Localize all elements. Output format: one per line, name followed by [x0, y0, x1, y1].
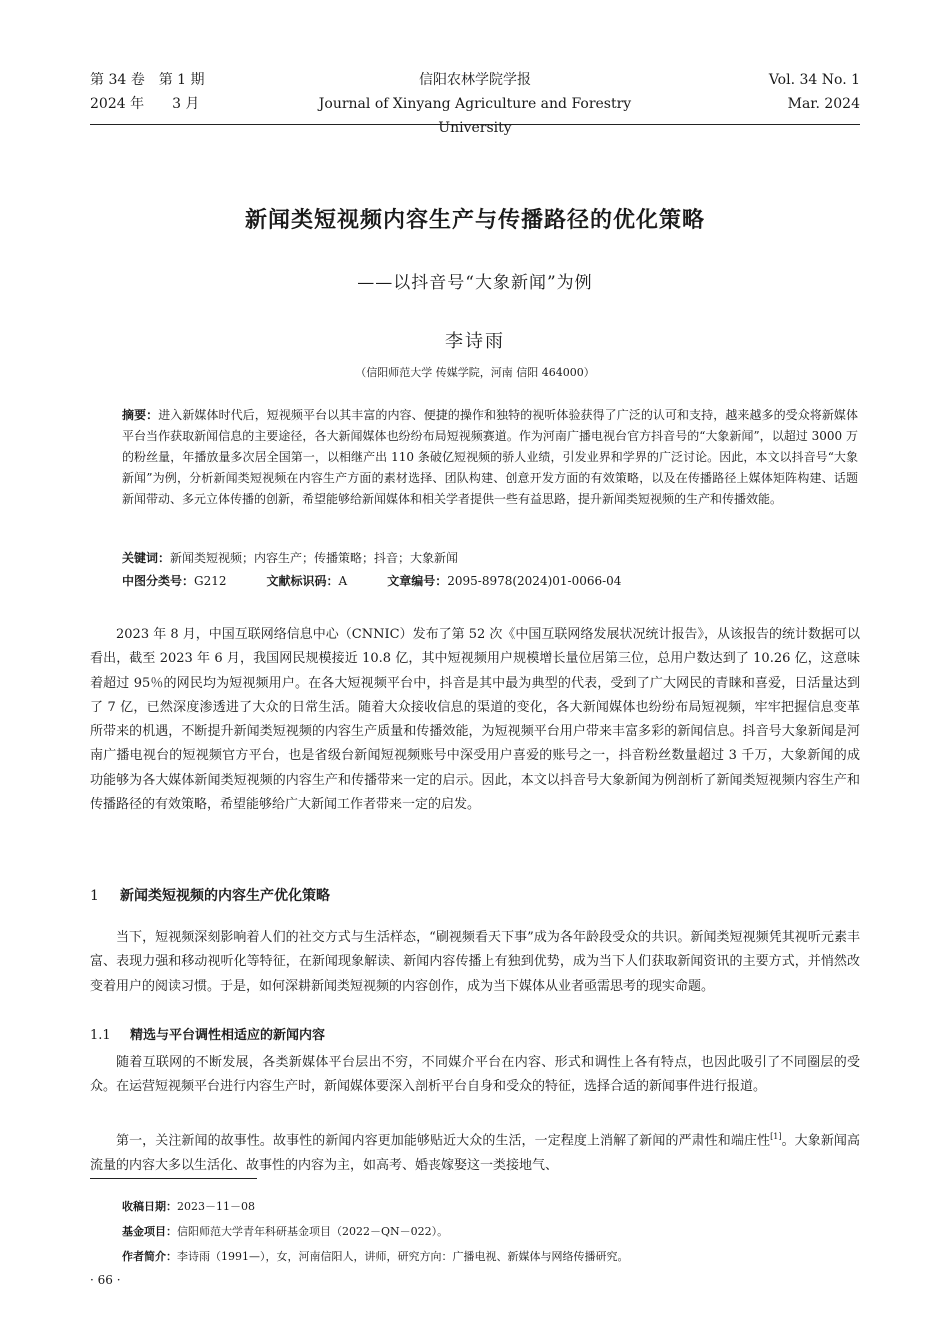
- body-paragraph-1-1: 随着互联网的不断发展，各类新媒体平台层出不穷，不同媒介平台在内容、形式和调性上各有特点，也因此吸引了不同圈层的受众。在运营短视频平台进行内容生产时，新闻媒体要深入剖析平台自身和受众的特征，选择合适的新闻事件进行报道。: [90, 1055, 860, 1095]
- doc-code-label: 文献标识码：: [266, 574, 339, 588]
- article-number-value: 2095-8978(2024)01-0066-04: [447, 574, 622, 588]
- paragraph-text-b: 。大象新闻高流量的内容大多以生活化、故事性的内容为主，如高考、婚丧嫁娶这一类接地气、: [90, 1133, 860, 1173]
- keywords: [122, 548, 858, 569]
- article-subtitle: ——以抖音号“大象新闻”为例: [357, 273, 593, 293]
- keywords-text: 新闻类短视频；内容生产；传播策略；抖音；大象新闻: [170, 551, 459, 565]
- section-title: 新闻类短视频的内容生产优化策略: [120, 888, 330, 904]
- journal-name-en: Journal of Xinyang Agriculture and Forestry University: [318, 96, 632, 136]
- publish-date-en: Mar. 2024: [787, 96, 860, 112]
- author-name: 李诗雨: [445, 331, 505, 352]
- header-rule: [90, 124, 860, 125]
- footnote-rule: [90, 1178, 257, 1179]
- abstract-label: 摘要：: [122, 408, 159, 422]
- article-number-label: 文章编号：: [387, 574, 448, 588]
- received-date: 2023－11－08: [177, 1200, 255, 1213]
- keywords-label: 关键词：: [122, 551, 171, 565]
- abstract-text: 进入新媒体时代后，短视频平台以其丰富的内容、便捷的操作和独特的视听体验获得了广泛的认可和支持，越来越多的受众将新媒体平台当作获取新闻信息的主要途径，各大新闻媒体也纷纷布局短视频赛道。作为河南广播电视台官方抖音号的“大象新闻”，以超过 3000 万的粉丝量，年播放量多次居全国第一，以相继产出 110 条破亿短视频的骄人业绩，引发业界和学界的广泛讨论。因此，本文以抖音号“大象新闻”为例，分析新闻类短视频在内容生产方面的素材选择、团队构建、创意开发方面的有效策略，以及在传播路径上媒体矩阵构建、话题新闻带动、多元立体传播的创新，希望能够给新闻媒体和相关学者提供一些有益思路，提升新闻类短视频的生产和传播效能。: [122, 408, 858, 506]
- abstract: [122, 405, 858, 510]
- volume-issue-cn: 第 34 卷 第 1 期: [90, 72, 205, 88]
- received-label: 收稿日期：: [122, 1200, 177, 1213]
- journal-name-cn: 信阳农林学院学报: [419, 72, 531, 88]
- running-header: [90, 68, 860, 140]
- subsection-title: 精选与平台调性相适应的新闻内容: [130, 1028, 326, 1043]
- footnote-fund: [122, 1224, 862, 1240]
- fund-label: 基金项目：: [122, 1225, 177, 1238]
- publish-date-cn: 2024 年 3 月: [90, 96, 200, 112]
- classification-line: [122, 571, 858, 592]
- footnote-received: [122, 1199, 862, 1215]
- subsection-heading-1-1: [90, 1024, 325, 1043]
- footnote-author: [122, 1249, 862, 1265]
- clc-label: 中图分类号：: [122, 574, 195, 588]
- citation-ref[interactable]: [1]: [770, 1132, 782, 1141]
- author-bio-label: 作者简介：: [122, 1250, 177, 1263]
- doc-code-value: A: [338, 574, 348, 588]
- article-title: 新闻类短视频内容生产与传播路径的优化策略: [244, 208, 705, 233]
- body-paragraph-intro: 2023 年 8 月，中国互联网络信息中心（CNNIC）发布了第 52 次《中国互联网络发展状况统计报告》，从该报告的统计数据可以看出，截至 2023 年 6 月，我国网民规模接近 10.8 亿，其中短视频用户规模增长量位居第三位，总用户数达到了 10.26 亿，这意味着超过 95％的网民均为短视频用户。在各大短视频平台中，抖音是其中最为典型的代表，受到了广大网民的青睐和喜爱，日活量达到了 7 亿，已然深度渗透进了大众的日常生活。随着大众接收信息的渠道的变化，各大新闻媒体也纷纷布局短视频，牢牢把握信息变革所带来的机遇，不断提升新闻类短视频的内容生产质量和传播效能，为短视频平台用户带来丰富多彩的新闻信息。抖音号大象新闻是河南广播电视台的短视频官方平台，也是省级台新闻短视频账号中深受用户喜爱的账号之一，抖音粉丝数量超过 3 千万，大象新闻的成功能够为各大媒体新闻类短视频的内容生产和传播带来一定的启示。因此，本文以抖音号大象新闻为例剖析了新闻类短视频内容生产和传播路径的有效策略，希望能够给广大新闻工作者带来一定的启发。: [90, 627, 860, 813]
- page-number: · 66 ·: [90, 1273, 121, 1287]
- fund-value: 信阳师范大学青年科研基金项目（2022－QN－022）。: [177, 1225, 449, 1238]
- body-paragraph-storytelling: [90, 1125, 860, 1178]
- author-affiliation: （信阳师范大学 传媒学院，河南 信阳 464000）: [355, 366, 595, 379]
- clc-value: G212: [194, 574, 227, 588]
- section-heading-1: [90, 885, 330, 905]
- volume-issue-en: Vol. 34 No. 1: [768, 72, 860, 88]
- paragraph-text-a: 第一，关注新闻的故事性。故事性的新闻内容更加能够贴近大众的生活，一定程度上消解了新闻的严肃性和端庄性: [116, 1133, 771, 1149]
- subsection-number: 1.1: [90, 1028, 111, 1043]
- author-bio: 李诗雨（1991—），女，河南信阳人，讲师，研究方向：广播电视、新媒体与网络传播研究。: [177, 1250, 629, 1263]
- body-paragraph-section1: 当下，短视频深刻影响着人们的社交方式与生活样态，“刷视频看天下事”成为各年龄段受众的共识。新闻类短视频凭其视听元素丰富、表现力强和移动视听化等特征，在新闻现象解读、新闻内容传播上有独到优势，成为当下人们获取新闻资讯的主要方式，并悄然改变着用户的阅读习惯。于是，如何深耕新闻类短视频的内容创作，成为当下媒体从业者亟需思考的现实命题。: [90, 930, 860, 994]
- section-number: 1: [90, 888, 99, 904]
